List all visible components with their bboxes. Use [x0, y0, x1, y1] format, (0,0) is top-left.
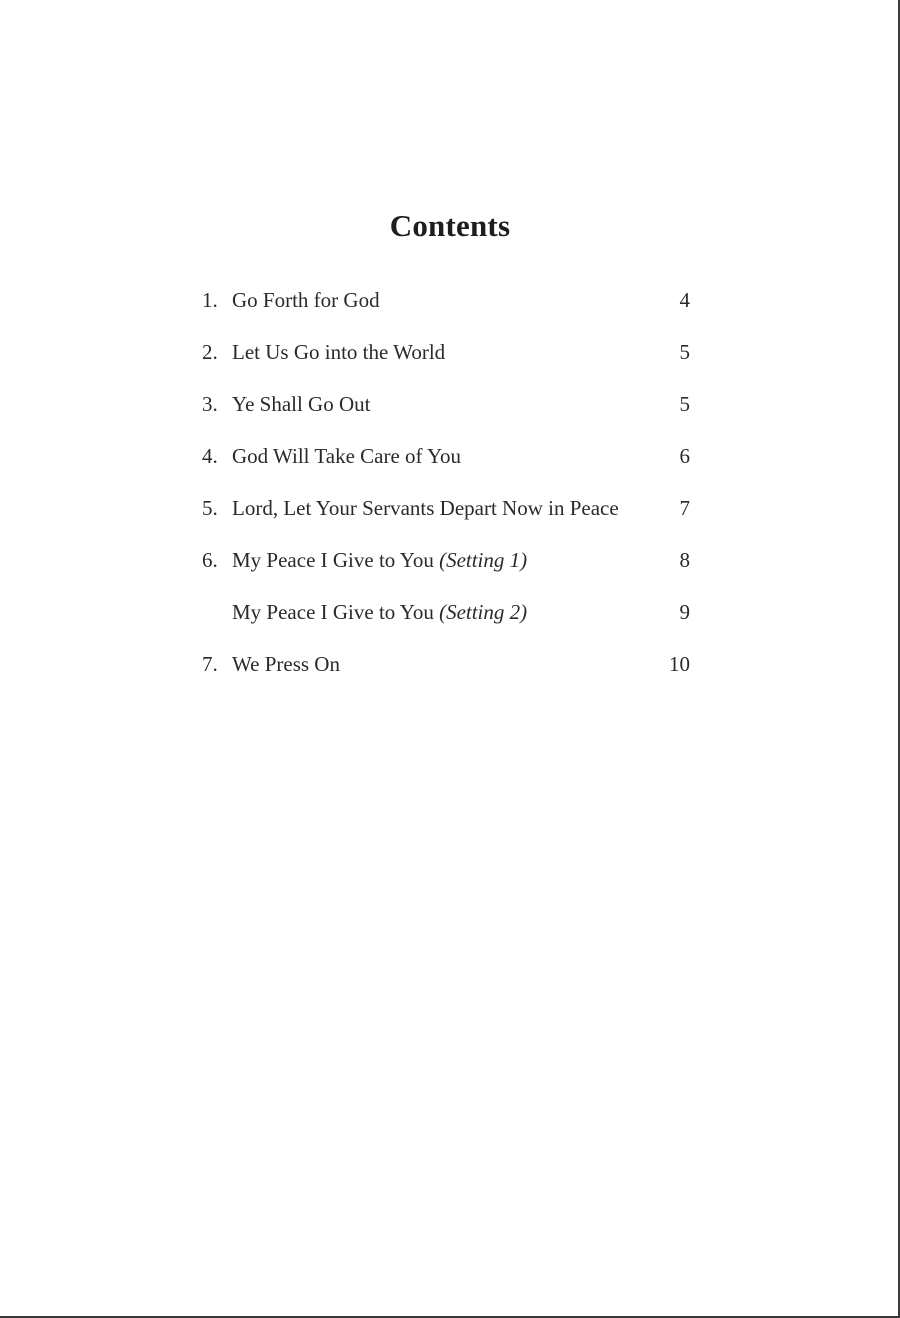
toc-entry-title	[232, 646, 340, 682]
toc-entry-title	[232, 542, 527, 578]
toc-entry-title	[232, 386, 370, 422]
toc-entry-page: 7	[679, 496, 690, 520]
toc-entry	[200, 334, 692, 386]
toc-entry	[200, 646, 692, 698]
toc-entry	[200, 490, 692, 542]
toc-entry	[200, 438, 692, 490]
page-title: Contents	[389, 208, 511, 243]
toc-entry	[200, 282, 692, 334]
toc-entry-title	[232, 334, 445, 370]
toc-entry-title-text: We Press On	[232, 652, 340, 676]
toc-entry-title-text: Go Forth for God	[232, 288, 380, 312]
toc-entry-title	[232, 594, 527, 630]
toc-entry-note: (Setting 2)	[439, 600, 528, 624]
toc-entry-number: 2.	[202, 340, 218, 364]
toc-entry-page: 9	[679, 600, 690, 624]
toc-entry-title-text: My Peace I Give to You	[232, 548, 434, 572]
toc-entry-page: 6	[679, 444, 690, 468]
toc-entry	[200, 594, 692, 646]
toc-entry-number: 4.	[202, 444, 218, 468]
toc-entry-number: 5.	[202, 496, 218, 520]
toc-entry-title-text: Lord, Let Your Servants Depart Now in Peace	[232, 496, 619, 520]
toc-entry-page: 8	[679, 548, 690, 572]
toc-entry-title	[232, 282, 380, 318]
toc-entry-number: 6.	[202, 548, 218, 572]
toc-entry-number: 1.	[202, 288, 218, 312]
toc-entry-title	[232, 438, 461, 474]
toc-entry-title-text: Let Us Go into the World	[232, 340, 446, 364]
toc-entry	[200, 386, 692, 438]
toc-entry-page: 10	[669, 652, 690, 676]
table-of-contents	[200, 282, 692, 698]
toc-entry-note: (Setting 1)	[439, 548, 528, 572]
toc-entry-title-text: My Peace I Give to You	[232, 600, 434, 624]
toc-entry-page: 4	[679, 288, 690, 312]
toc-entry-title-text: Ye Shall Go Out	[232, 392, 371, 416]
toc-entry-title	[232, 490, 619, 526]
toc-entry-page: 5	[679, 340, 690, 364]
toc-entry-number: 7.	[202, 652, 218, 676]
toc-entry	[200, 542, 692, 594]
toc-entry-number: 3.	[202, 392, 218, 416]
toc-entry-page: 5	[679, 392, 690, 416]
toc-entry-title-text: God Will Take Care of You	[232, 444, 462, 468]
